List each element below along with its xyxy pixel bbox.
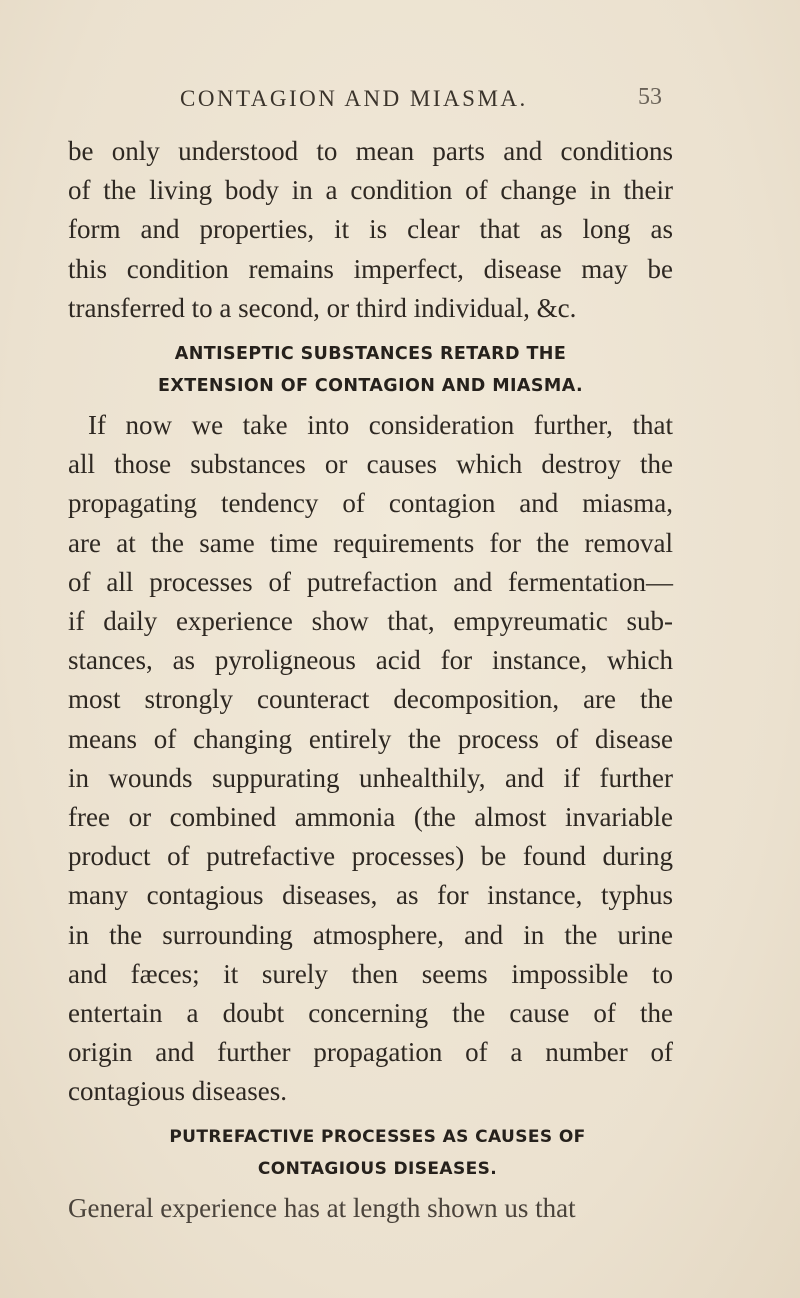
- heading-line: ANTISEPTIC SUBSTANCES RETARD THE: [174, 344, 567, 364]
- running-head-title: CONTAGION AND MIASMA.: [180, 86, 528, 111]
- text-line: product of putrefactive processes) be found during: [68, 841, 673, 872]
- text-line: be only understood to mean parts and conditions: [68, 136, 673, 166]
- section-heading-antiseptic: [68, 338, 673, 402]
- text-line: if daily experience show that, empyreumatic sub-: [68, 606, 673, 637]
- paragraph-3: [68, 1189, 673, 1228]
- heading-line: PUTREFACTIVE PROCESSES AS CAUSES OF: [169, 1127, 586, 1147]
- text-line: are at the same time requirements for the removal: [68, 527, 673, 558]
- text-line: many contagious diseases, as for instance, typhus: [68, 880, 673, 911]
- text-line: entertain a doubt concerning the cause of the: [68, 998, 673, 1029]
- text-line: of all processes of putrefaction and fermentation—: [68, 566, 673, 597]
- text-line: contagious diseases.: [68, 1076, 287, 1107]
- text-line: this condition remains imperfect, disease may be: [68, 253, 673, 284]
- page-number: 53: [638, 84, 662, 110]
- text-line: all those substances or causes which destroy the: [68, 449, 673, 480]
- section-heading-putrefactive: [90, 1121, 665, 1185]
- text-line: in the surrounding atmosphere, and in the urine: [68, 919, 673, 950]
- heading-line: EXTENSION OF CONTAGION AND MIASMA.: [157, 376, 584, 396]
- text-line: free or combined ammonia (the almost invariable: [68, 802, 673, 833]
- text-line: propagating tendency of contagion and miasma,: [68, 488, 673, 519]
- text-line: and fæces; it surely then seems impossible to: [68, 958, 673, 989]
- text-line: in wounds suppurating unhealthily, and if further: [68, 762, 673, 793]
- text-line: form and properties, it is clear that as long as: [68, 214, 673, 245]
- text-line: most strongly counteract decomposition, are the: [68, 684, 673, 715]
- text-line: General experience has at length shown us that: [68, 1193, 576, 1223]
- text-line: transferred to a second, or third individual, &c.: [68, 292, 577, 323]
- text-line: If now we take into consideration further, that: [88, 410, 673, 440]
- text-line: origin and further propagation of a number of: [68, 1037, 673, 1068]
- heading-line: CONTAGIOUS DISEASES.: [257, 1159, 498, 1179]
- paragraph-1: [68, 132, 673, 328]
- text-line: stances, as pyroligneous acid for instance, which: [68, 645, 673, 676]
- paragraph-2: [68, 406, 673, 1112]
- text-line: of the living body in a condition of change in their: [68, 175, 673, 206]
- text-line: means of changing entirely the process of disease: [68, 723, 673, 754]
